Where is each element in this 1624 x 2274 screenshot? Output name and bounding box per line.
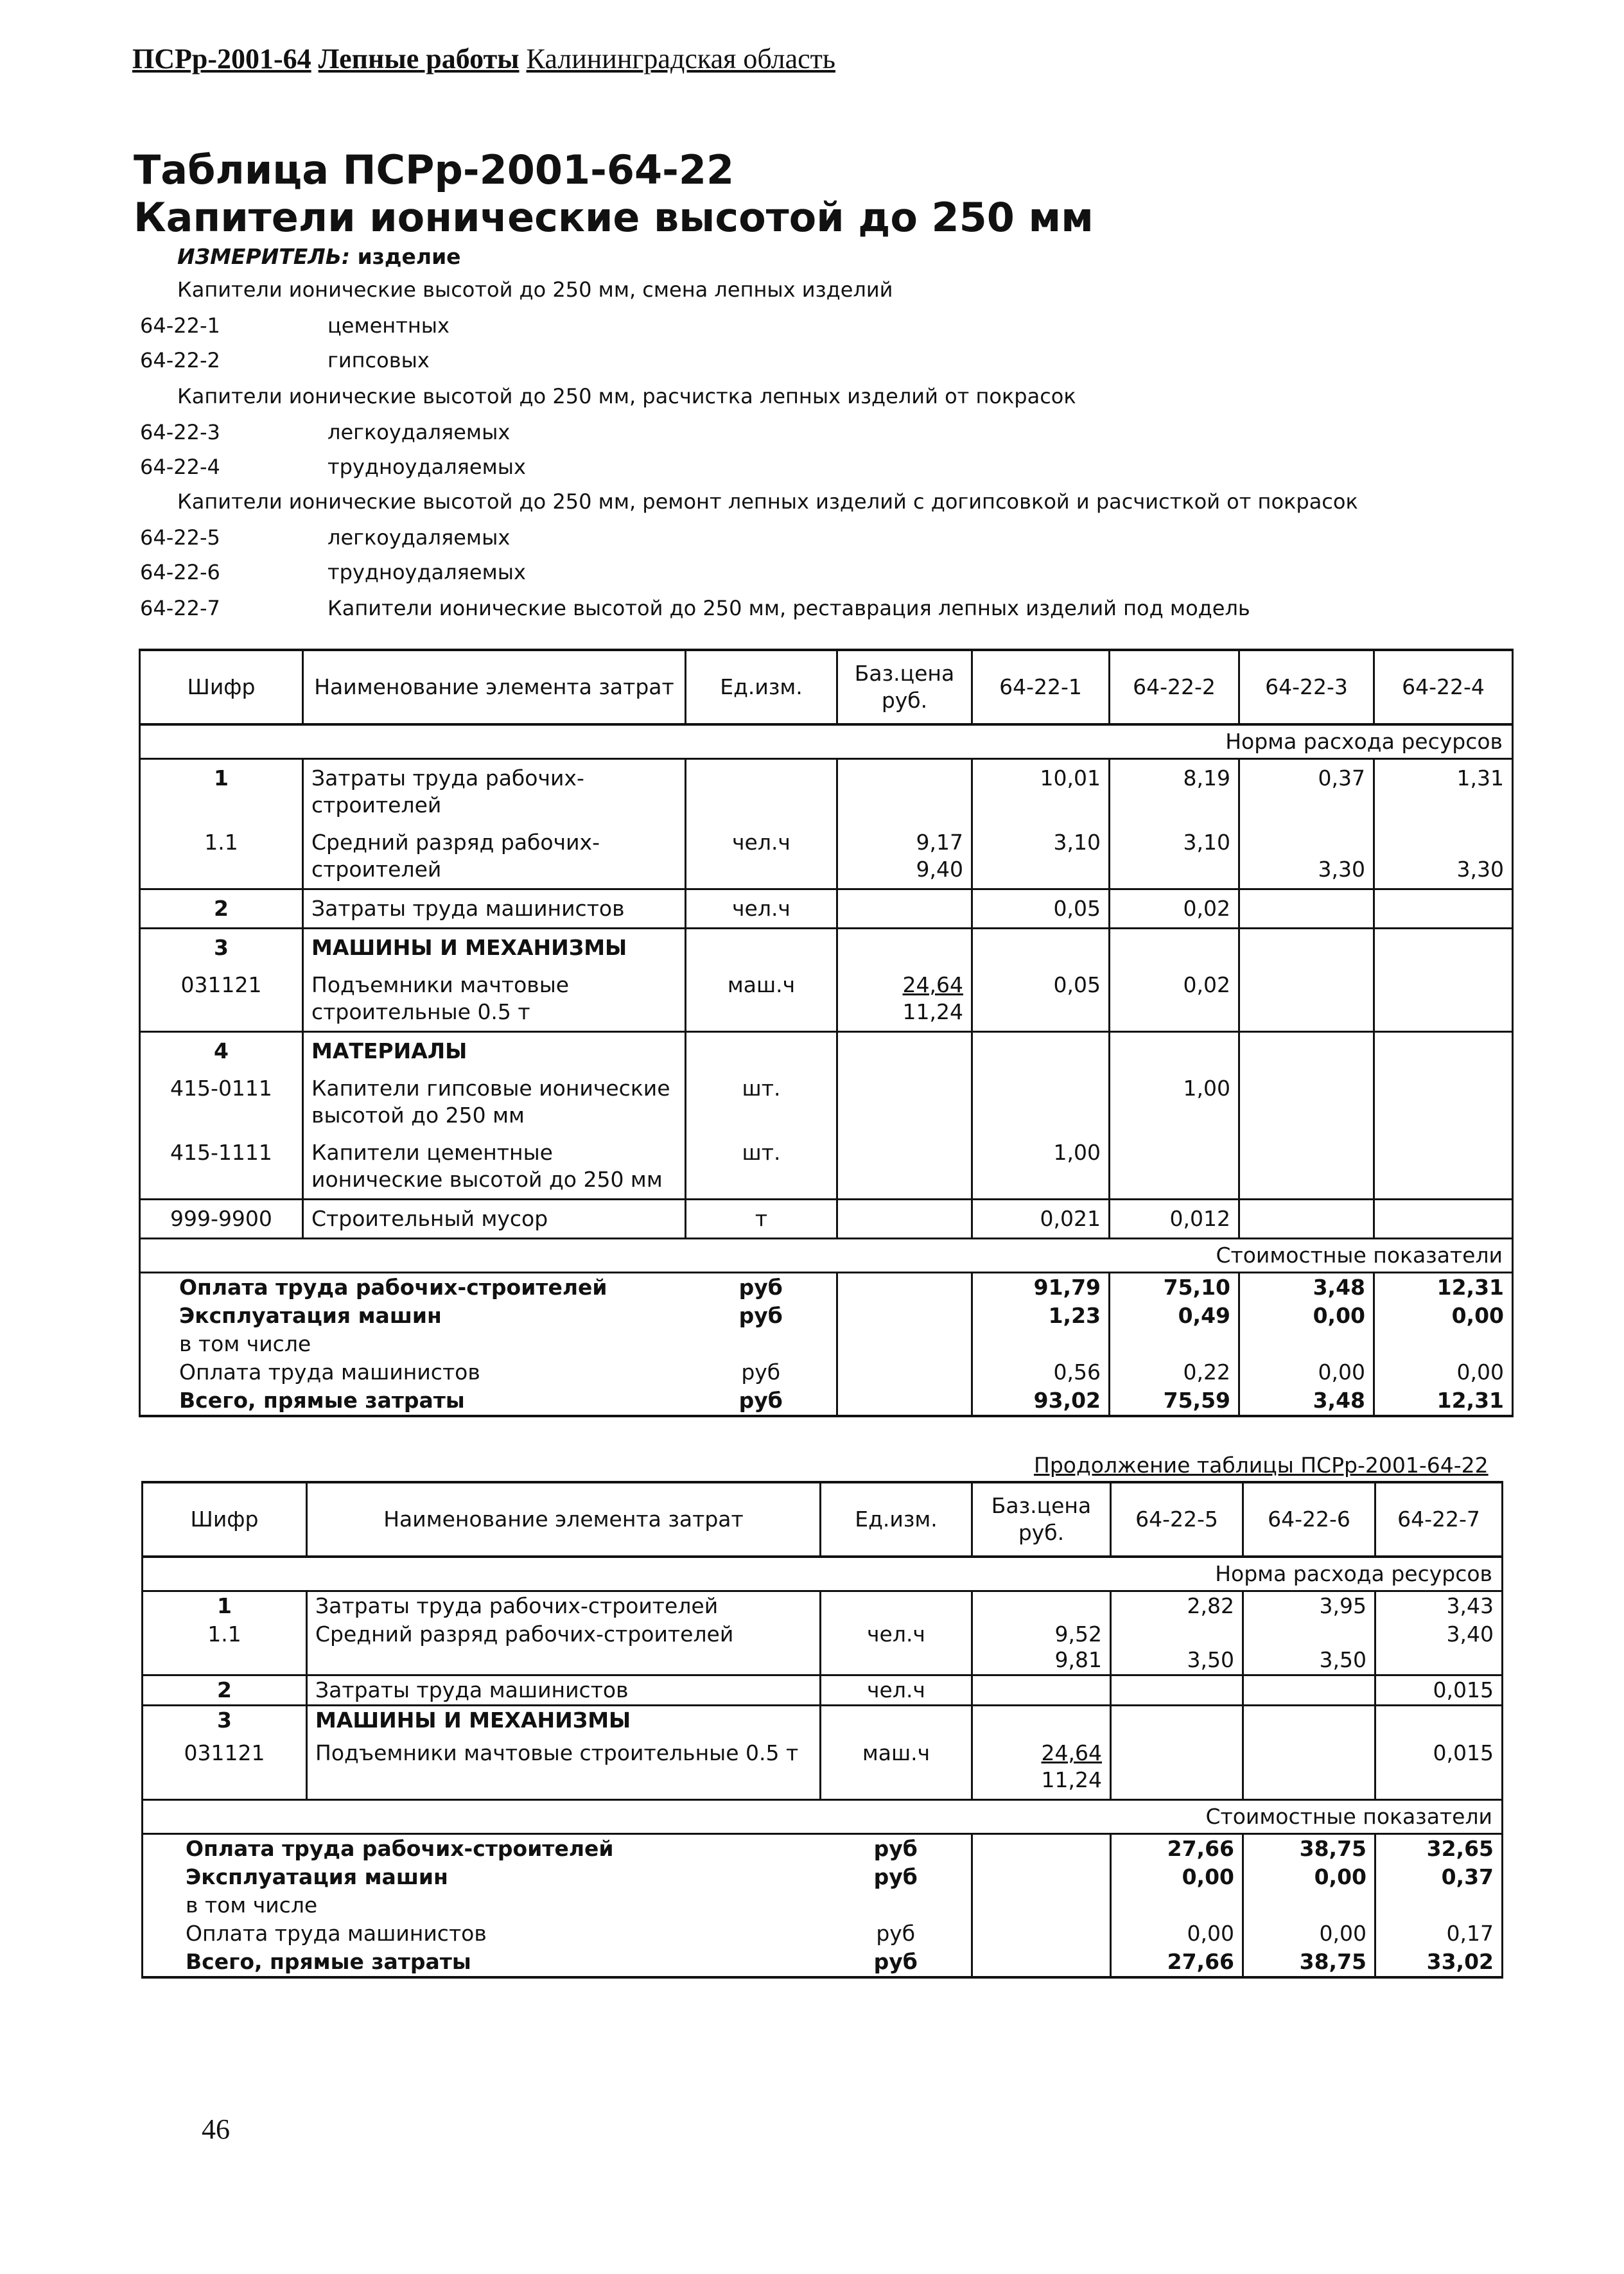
cost-value: 0,22 — [1110, 1358, 1239, 1386]
cost-value: 33,02 — [1375, 1948, 1503, 1977]
running-header — [132, 42, 835, 75]
cost-label: Стоимостные показатели — [143, 1800, 1503, 1834]
row-value: 0,37 — [1239, 759, 1374, 825]
row-value: 0,012 — [1110, 1200, 1239, 1239]
table-row — [140, 759, 1513, 825]
cost-name: Оплата труда машинистов — [140, 1358, 686, 1386]
column-header: 64-22-2 — [1110, 650, 1239, 724]
section-row — [143, 1706, 1503, 1735]
price-value: 9,52 — [1054, 1622, 1102, 1647]
row-code: 2 — [140, 889, 303, 929]
row-value: 1,00 — [1110, 1070, 1239, 1134]
row-value: 3,50 — [1243, 1620, 1375, 1675]
cost-value: 93,02 — [972, 1386, 1110, 1416]
cost-value: 12,31 — [1374, 1386, 1513, 1416]
cost-row — [143, 1863, 1503, 1891]
description-item: легкоудаляемых — [327, 525, 511, 550]
table-row — [140, 1200, 1513, 1239]
description-item: цементных — [327, 313, 450, 338]
row-code: 3 — [143, 1706, 307, 1735]
row-unit: маш.ч — [821, 1735, 972, 1800]
cost-unit: руб — [686, 1302, 837, 1330]
meter-value: изделие — [357, 244, 461, 269]
column-header: 64-22-5 — [1111, 1482, 1243, 1557]
cost-name: Всего, прямые затраты — [140, 1386, 686, 1416]
row-price — [837, 824, 972, 889]
row-value: 3,95 — [1243, 1591, 1375, 1621]
cost-name: Всего, прямые затраты — [143, 1948, 821, 1977]
cost-value: 27,66 — [1111, 1834, 1243, 1864]
section-row — [140, 1032, 1513, 1071]
cost-value: 0,00 — [1374, 1302, 1513, 1330]
cost-unit: руб — [821, 1863, 972, 1891]
section-row — [140, 929, 1513, 967]
cost-row — [140, 1273, 1513, 1302]
row-price — [837, 759, 972, 825]
column-header: Наименование элемента затрат — [303, 650, 686, 724]
section-title: МАТЕРИАЛЫ — [303, 1032, 686, 1071]
row-value — [1111, 1675, 1243, 1706]
description-code: 64-22-3 — [140, 420, 220, 444]
cost-value: 91,79 — [972, 1273, 1110, 1302]
row-code: 031121 — [143, 1735, 307, 1800]
section-title: МАШИНЫ И МЕХАНИЗМЫ — [307, 1706, 821, 1735]
row-value — [1243, 1675, 1375, 1706]
cost-value: 3,48 — [1239, 1273, 1374, 1302]
cost-unit: руб — [686, 1386, 837, 1416]
row-value — [1374, 966, 1513, 1032]
column-header: Шифр — [143, 1482, 307, 1557]
norm-label: Норма расхода ресурсов — [143, 1557, 1503, 1591]
cost-name: Эксплуатация машин — [143, 1863, 821, 1891]
row-name: Средний разряд рабочих-строителей — [307, 1620, 821, 1675]
row-code: 415-1111 — [140, 1134, 303, 1200]
description-group: Капители ионические высотой до 250 мм, ремонт лепных изделий с догипсовкой и расчисткой от покрасок — [177, 489, 1358, 514]
row-code: 4 — [140, 1032, 303, 1071]
cost-value: 0,00 — [1239, 1358, 1374, 1386]
row-value: 3,10 — [1110, 824, 1239, 889]
row-value — [1110, 1134, 1239, 1200]
row-value: 3,30 — [1374, 824, 1513, 889]
column-header: 64-22-6 — [1243, 1482, 1375, 1557]
cost-row — [143, 1834, 1503, 1864]
cost-value: 0,00 — [1239, 1302, 1374, 1330]
row-code: 1 — [143, 1591, 307, 1621]
cost-label-row — [140, 1239, 1513, 1273]
description-item: трудноудаляемых — [327, 455, 526, 479]
row-price — [837, 1134, 972, 1200]
row-value: 3,10 — [972, 824, 1110, 889]
cost-unit: руб — [686, 1358, 837, 1386]
row-value: 0,015 — [1375, 1675, 1503, 1706]
cost-value: 38,75 — [1243, 1834, 1375, 1864]
page-number: 46 — [202, 2113, 230, 2145]
row-value: 3,40 — [1375, 1620, 1503, 1675]
price-value: 24,64 — [902, 972, 963, 997]
title-line-1: Таблица ПСРр-2001-64-22 — [134, 146, 735, 193]
cost-value: 0,49 — [1110, 1302, 1239, 1330]
meter-label: ИЗМЕРИТЕЛЬ: — [177, 244, 351, 269]
norm-label-row — [140, 724, 1513, 759]
column-header: Баз.цена руб. — [972, 1482, 1111, 1557]
column-header: Ед.изм. — [686, 650, 837, 724]
column-header: 64-22-3 — [1239, 650, 1374, 724]
description-group: Капители ионические высотой до 250 мм, смена лепных изделий — [177, 277, 893, 302]
row-unit: шт. — [686, 1134, 837, 1200]
row-name: Затраты труда машинистов — [303, 889, 686, 929]
row-value: 0,021 — [972, 1200, 1110, 1239]
column-header: Наименование элемента затрат — [307, 1482, 821, 1557]
price-value-2: 11,24 — [1041, 1767, 1102, 1792]
row-name: Затраты труда рабочих-строителей — [307, 1591, 821, 1621]
cost-unit: руб — [686, 1273, 837, 1302]
cost-value: 32,65 — [1375, 1834, 1503, 1864]
description-item: Капители ионические высотой до 250 мм, реставрация лепных изделий под модель — [327, 596, 1250, 620]
header-region: Калининградская область — [526, 43, 835, 74]
description-code: 64-22-1 — [140, 313, 220, 338]
cost-name: Эксплуатация машин — [140, 1302, 686, 1330]
resource-table-2 — [141, 1481, 1503, 1979]
row-value — [1239, 889, 1374, 929]
cost-unit: руб — [821, 1834, 972, 1864]
table-row — [140, 1070, 1513, 1134]
price-value-2: 9,81 — [1054, 1647, 1102, 1672]
row-value — [1374, 889, 1513, 929]
row-value: 1,00 — [972, 1134, 1110, 1200]
cost-name: Оплата труда рабочих-строителей — [140, 1273, 686, 1302]
cost-row — [140, 1358, 1513, 1386]
row-value: 0,02 — [1110, 889, 1239, 929]
row-unit — [686, 759, 837, 825]
cost-name: в том числе — [143, 1891, 821, 1920]
table-row — [140, 966, 1513, 1032]
column-header: 64-22-7 — [1375, 1482, 1503, 1557]
column-header: 64-22-1 — [972, 650, 1110, 724]
row-value — [1239, 1070, 1374, 1134]
row-code: 3 — [140, 929, 303, 967]
cost-value: 0,37 — [1375, 1863, 1503, 1891]
cost-value: 0,00 — [1111, 1863, 1243, 1891]
cost-value: 0,00 — [1111, 1920, 1243, 1948]
row-price — [837, 966, 972, 1032]
cost-value: 75,59 — [1110, 1386, 1239, 1416]
row-name: Строительный мусор — [303, 1200, 686, 1239]
table-row — [140, 824, 1513, 889]
price-value-2: 9,40 — [916, 857, 963, 882]
row-unit: чел.ч — [686, 889, 837, 929]
cost-label: Стоимостные показатели — [140, 1239, 1513, 1273]
row-price — [837, 1200, 972, 1239]
row-price — [837, 1070, 972, 1134]
row-unit: шт. — [686, 1070, 837, 1134]
description-code: 64-22-5 — [140, 525, 220, 550]
row-value — [1374, 1200, 1513, 1239]
row-value — [1243, 1735, 1375, 1800]
row-value: 10,01 — [972, 759, 1110, 825]
cost-row — [140, 1302, 1513, 1330]
row-value — [1374, 1070, 1513, 1134]
description-group: Капители ионические высотой до 250 мм, расчистка лепных изделий от покрасок — [177, 384, 1076, 408]
row-price — [837, 889, 972, 929]
row-price — [972, 1735, 1111, 1800]
header-code: ПСРр-2001-64 — [132, 43, 311, 74]
row-value — [972, 1070, 1110, 1134]
cost-value: 0,00 — [1243, 1863, 1375, 1891]
row-name: Капители цементные ионические высотой до 250 мм — [303, 1134, 686, 1200]
table-header-row — [140, 650, 1513, 724]
row-value: 3,30 — [1239, 824, 1374, 889]
row-price — [972, 1591, 1111, 1621]
cost-row — [140, 1386, 1513, 1416]
cost-unit: руб — [821, 1920, 972, 1948]
row-value: 1,31 — [1374, 759, 1513, 825]
description-code: 64-22-7 — [140, 596, 220, 620]
cost-value: 0,00 — [1374, 1358, 1513, 1386]
table-header-row — [143, 1482, 1503, 1557]
price-value: 9,17 — [916, 830, 963, 855]
row-value — [1239, 966, 1374, 1032]
row-name: Затраты труда машинистов — [307, 1675, 821, 1706]
row-code: 1.1 — [143, 1620, 307, 1675]
column-header: Ед.изм. — [821, 1482, 972, 1557]
cost-value: 0,00 — [1243, 1920, 1375, 1948]
description-item: трудноудаляемых — [327, 560, 526, 584]
cost-value: 12,31 — [1374, 1273, 1513, 1302]
row-value: 3,50 — [1111, 1620, 1243, 1675]
row-code: 999-9900 — [140, 1200, 303, 1239]
cost-value: 0,56 — [972, 1358, 1110, 1386]
norm-label: Норма расхода ресурсов — [140, 724, 1513, 759]
row-price — [972, 1620, 1111, 1675]
table-row — [143, 1735, 1503, 1800]
cost-row — [143, 1920, 1503, 1948]
row-value: 0,015 — [1375, 1735, 1503, 1800]
cost-row — [143, 1948, 1503, 1977]
header-section: Лепные работы — [318, 43, 520, 74]
row-name: Подъемники мачтовые строительные 0.5 т — [307, 1735, 821, 1800]
row-value — [1239, 1200, 1374, 1239]
row-value: 3,43 — [1375, 1591, 1503, 1621]
row-code: 415-0111 — [140, 1070, 303, 1134]
column-header: 64-22-4 — [1374, 650, 1513, 724]
row-price — [972, 1675, 1111, 1706]
description-item: легкоудаляемых — [327, 420, 511, 444]
table-row — [140, 1134, 1513, 1200]
description-code: 64-22-2 — [140, 348, 220, 372]
cost-value: 27,66 — [1111, 1948, 1243, 1977]
table-row — [143, 1620, 1503, 1675]
norm-label-row — [143, 1557, 1503, 1591]
meter-line — [177, 244, 461, 269]
column-header: Шифр — [140, 650, 303, 724]
section-title: МАШИНЫ И МЕХАНИЗМЫ — [303, 929, 686, 967]
row-unit: чел.ч — [821, 1675, 972, 1706]
row-value: 8,19 — [1110, 759, 1239, 825]
row-value — [1374, 1134, 1513, 1200]
row-name: Средний разряд рабочих-строителей — [303, 824, 686, 889]
cost-name: в том числе — [140, 1330, 686, 1358]
table-row — [143, 1591, 1503, 1621]
continuation-note: Продолжение таблицы ПСРр-2001-64-22 — [1034, 1453, 1489, 1478]
table-row — [143, 1675, 1503, 1706]
row-code: 1.1 — [140, 824, 303, 889]
row-name: Затраты труда рабочих-строителей — [303, 759, 686, 825]
description-code: 64-22-4 — [140, 455, 220, 479]
resource-table-1 — [139, 649, 1514, 1417]
row-name: Подъемники мачтовые строительные 0.5 т — [303, 966, 686, 1032]
price-value: 24,64 — [1041, 1740, 1102, 1765]
row-name: Капители гипсовые ионические высотой до 250 мм — [303, 1070, 686, 1134]
cost-name: Оплата труда машинистов — [143, 1920, 821, 1948]
row-unit — [821, 1591, 972, 1621]
row-value — [1239, 1134, 1374, 1200]
column-header: Баз.цена руб. — [837, 650, 972, 724]
row-value: 2,82 — [1111, 1591, 1243, 1621]
row-code: 1 — [140, 759, 303, 825]
cost-value: 38,75 — [1243, 1948, 1375, 1977]
cost-label-row — [143, 1800, 1503, 1834]
cost-value: 3,48 — [1239, 1386, 1374, 1416]
table-row — [140, 889, 1513, 929]
row-value: 0,02 — [1110, 966, 1239, 1032]
cost-unit: руб — [821, 1948, 972, 1977]
cost-value: 75,10 — [1110, 1273, 1239, 1302]
price-value-2: 11,24 — [902, 999, 963, 1024]
row-value — [1111, 1735, 1243, 1800]
row-value: 0,05 — [972, 966, 1110, 1032]
row-value: 0,05 — [972, 889, 1110, 929]
cost-row — [140, 1330, 1513, 1358]
row-unit: т — [686, 1200, 837, 1239]
description-code: 64-22-6 — [140, 560, 220, 584]
row-code: 031121 — [140, 966, 303, 1032]
row-unit: чел.ч — [686, 824, 837, 889]
description-item: гипсовых — [327, 348, 430, 372]
title-line-2: Капители ионические высотой до 250 мм — [134, 194, 1094, 241]
cost-value: 0,17 — [1375, 1920, 1503, 1948]
cost-name: Оплата труда рабочих-строителей — [143, 1834, 821, 1864]
row-code: 2 — [143, 1675, 307, 1706]
page-title — [134, 146, 1094, 241]
cost-value: 1,23 — [972, 1302, 1110, 1330]
cost-row — [143, 1891, 1503, 1920]
row-unit: маш.ч — [686, 966, 837, 1032]
row-unit: чел.ч — [821, 1620, 972, 1675]
